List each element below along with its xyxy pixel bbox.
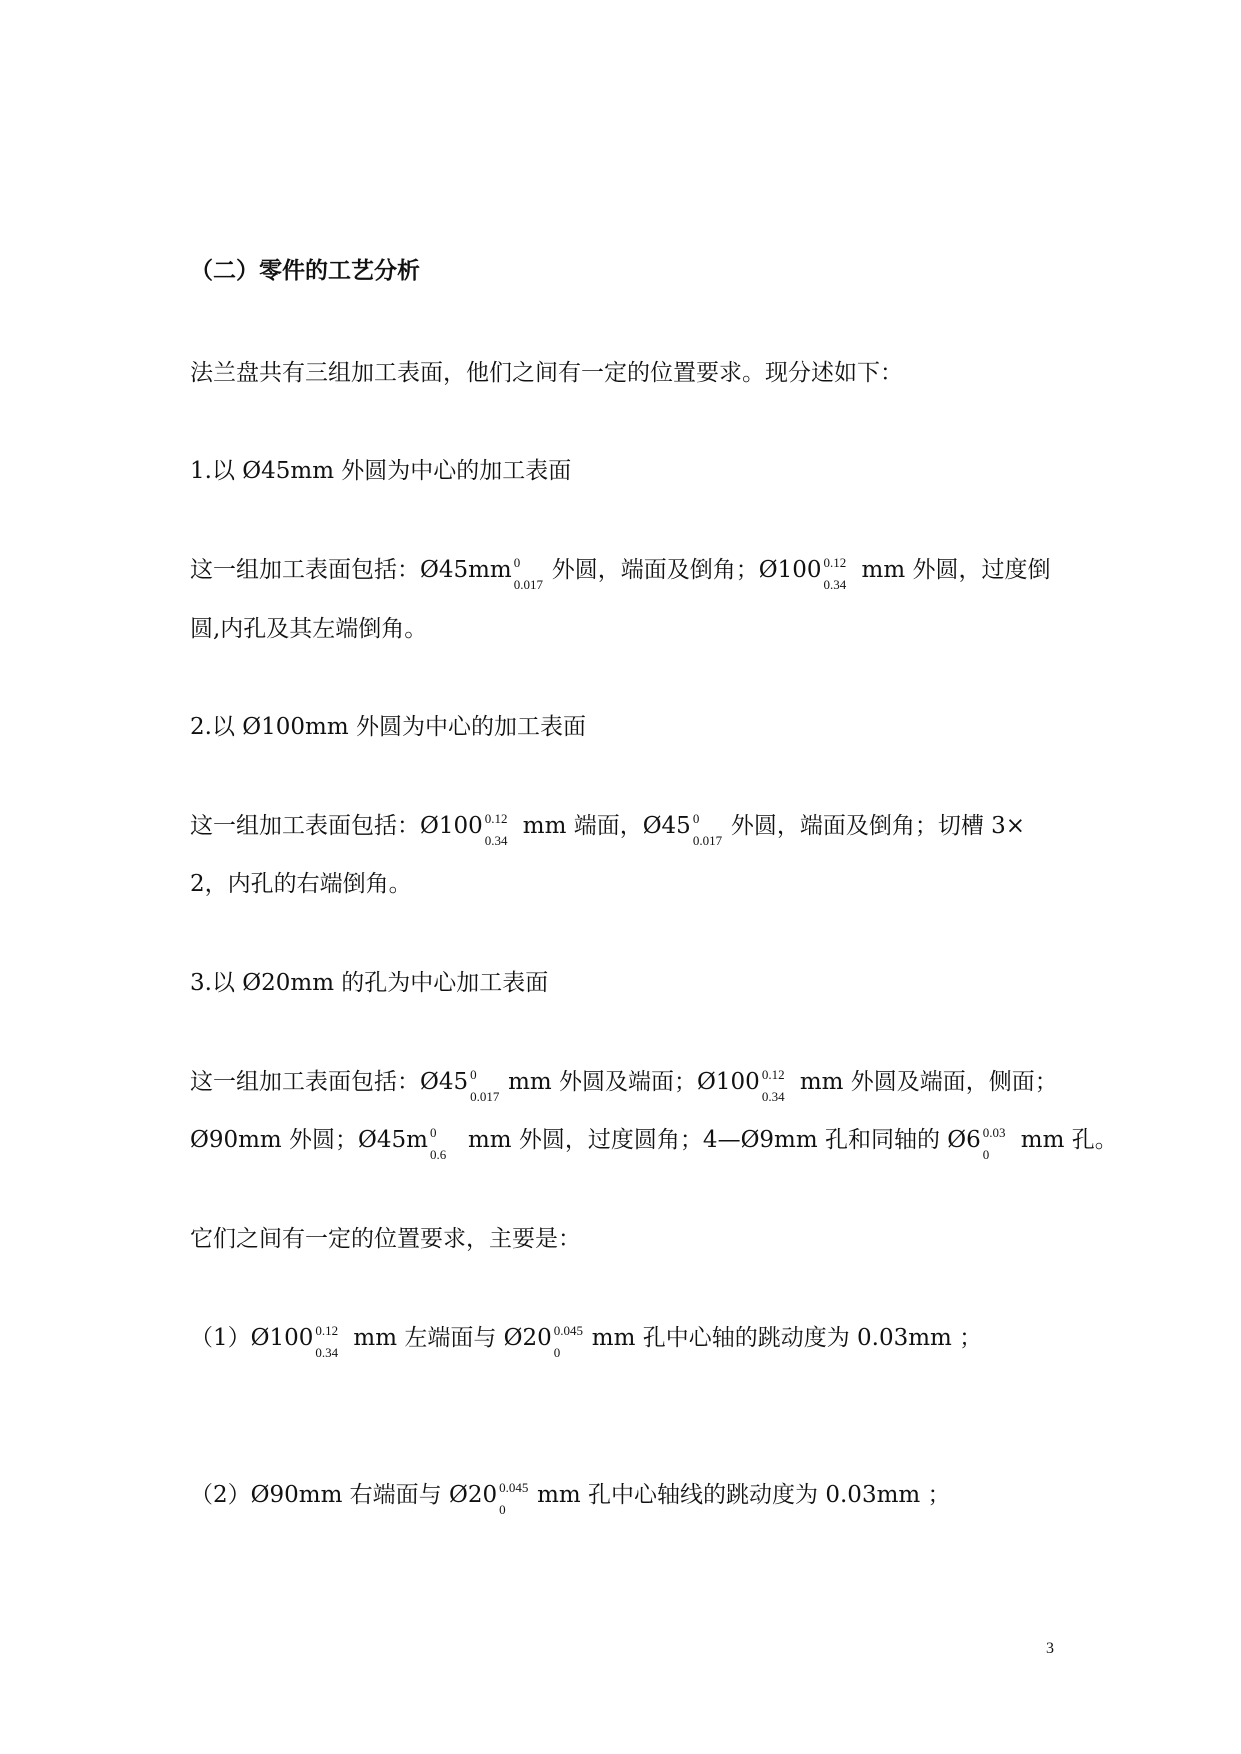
tolerance [428,1125,468,1162]
section1-paragraph-line2: 圆,内孔及其左端倒角。 [190,616,428,642]
upper-deviation: 0 [430,1125,437,1140]
requirements-intro: 它们之间有一定的位置要求，主要是： [190,1226,581,1252]
lower-deviation: 0.34 [761,1089,785,1104]
text: mm 外圆及端面，侧面； [799,1069,1058,1095]
text: （2）Ø90mm 右端面与 Ø20 [190,1482,498,1508]
tolerance [552,1323,592,1360]
text: 这一组加工表面包括：Ø45mm [190,557,512,583]
lower-deviation: 0.017 [513,577,543,592]
text: （1）Ø100 [190,1325,314,1351]
text: mm 孔。 [1020,1127,1118,1153]
tolerance [313,1323,353,1360]
upper-deviation: 0 [470,1067,477,1082]
upper-deviation: 0.045 [499,1480,529,1495]
section3-paragraph-line1 [190,1067,1058,1104]
text: mm 端面，Ø45 [522,813,691,839]
lower-deviation: 0.34 [315,1345,339,1360]
text: 外圆，端面及倒角；Ø100 [551,557,822,583]
lower-deviation: 0.017 [470,1089,500,1104]
text: mm 左端面与 Ø20 [353,1325,552,1351]
upper-deviation: 0.03 [982,1125,1006,1140]
lower-deviation: 0.34 [823,577,847,592]
section3-paragraph-line2 [190,1125,1118,1162]
lower-deviation: 0 [553,1345,561,1360]
page-number: 3 [1046,1640,1054,1657]
section2-paragraph-line1 [190,811,1026,848]
tolerance [981,1125,1021,1162]
tolerance [691,811,731,848]
upper-deviation: 0.045 [553,1323,584,1338]
upper-deviation: 0 [692,811,700,826]
text: Ø90mm 外圆；Ø45m [190,1127,428,1153]
lower-deviation: 0.017 [692,833,723,848]
upper-deviation: 0 [513,555,521,570]
upper-deviation: 0.12 [315,1323,339,1338]
lower-deviation: 0.6 [430,1147,447,1162]
lower-deviation: 0 [499,1502,506,1517]
text: mm 孔中心轴的跳动度为 0.03mm ； [591,1325,983,1351]
text: 外圆，端面及倒角；切槽 3× [730,813,1026,839]
section3-title: 3.以 Ø20mm 的孔为中心加工表面 [190,970,549,996]
tolerance [512,555,552,592]
tolerance [468,1067,508,1104]
section1-title: 1.以 Ø45mm 外圆为中心的加工表面 [190,458,572,484]
text: mm 外圆，过度圆角；4—Ø9mm 孔和同轴的 Ø6 [468,1127,981,1153]
requirement-1 [190,1323,983,1360]
section2-title: 2.以 Ø100mm 外圆为中心的加工表面 [190,714,586,740]
tolerance [497,1480,537,1517]
upper-deviation: 0.12 [761,1067,785,1082]
text: mm 孔中心轴线的跳动度为 0.03mm ； [537,1482,951,1508]
intro-paragraph: 法兰盘共有三组加工表面，他们之间有一定的位置要求。现分述如下： [190,360,903,386]
upper-deviation: 0.12 [484,811,508,826]
upper-deviation: 0.12 [823,555,847,570]
text: mm 外圆，过度倒 [861,557,1051,583]
section-heading: （二）零件的工艺分析 [190,258,420,284]
tolerance [483,811,523,848]
section2-paragraph-line2: 2，内孔的右端倒角。 [190,871,412,897]
text: mm 外圆及端面；Ø100 [508,1069,760,1095]
lower-deviation: 0 [982,1147,990,1162]
text: 这一组加工表面包括：Ø100 [190,813,483,839]
tolerance [822,555,862,592]
text: 这一组加工表面包括：Ø45 [190,1069,469,1095]
lower-deviation: 0.34 [484,833,508,848]
tolerance [760,1067,800,1104]
requirement-2 [190,1480,951,1517]
section1-paragraph-line1 [190,555,1051,592]
